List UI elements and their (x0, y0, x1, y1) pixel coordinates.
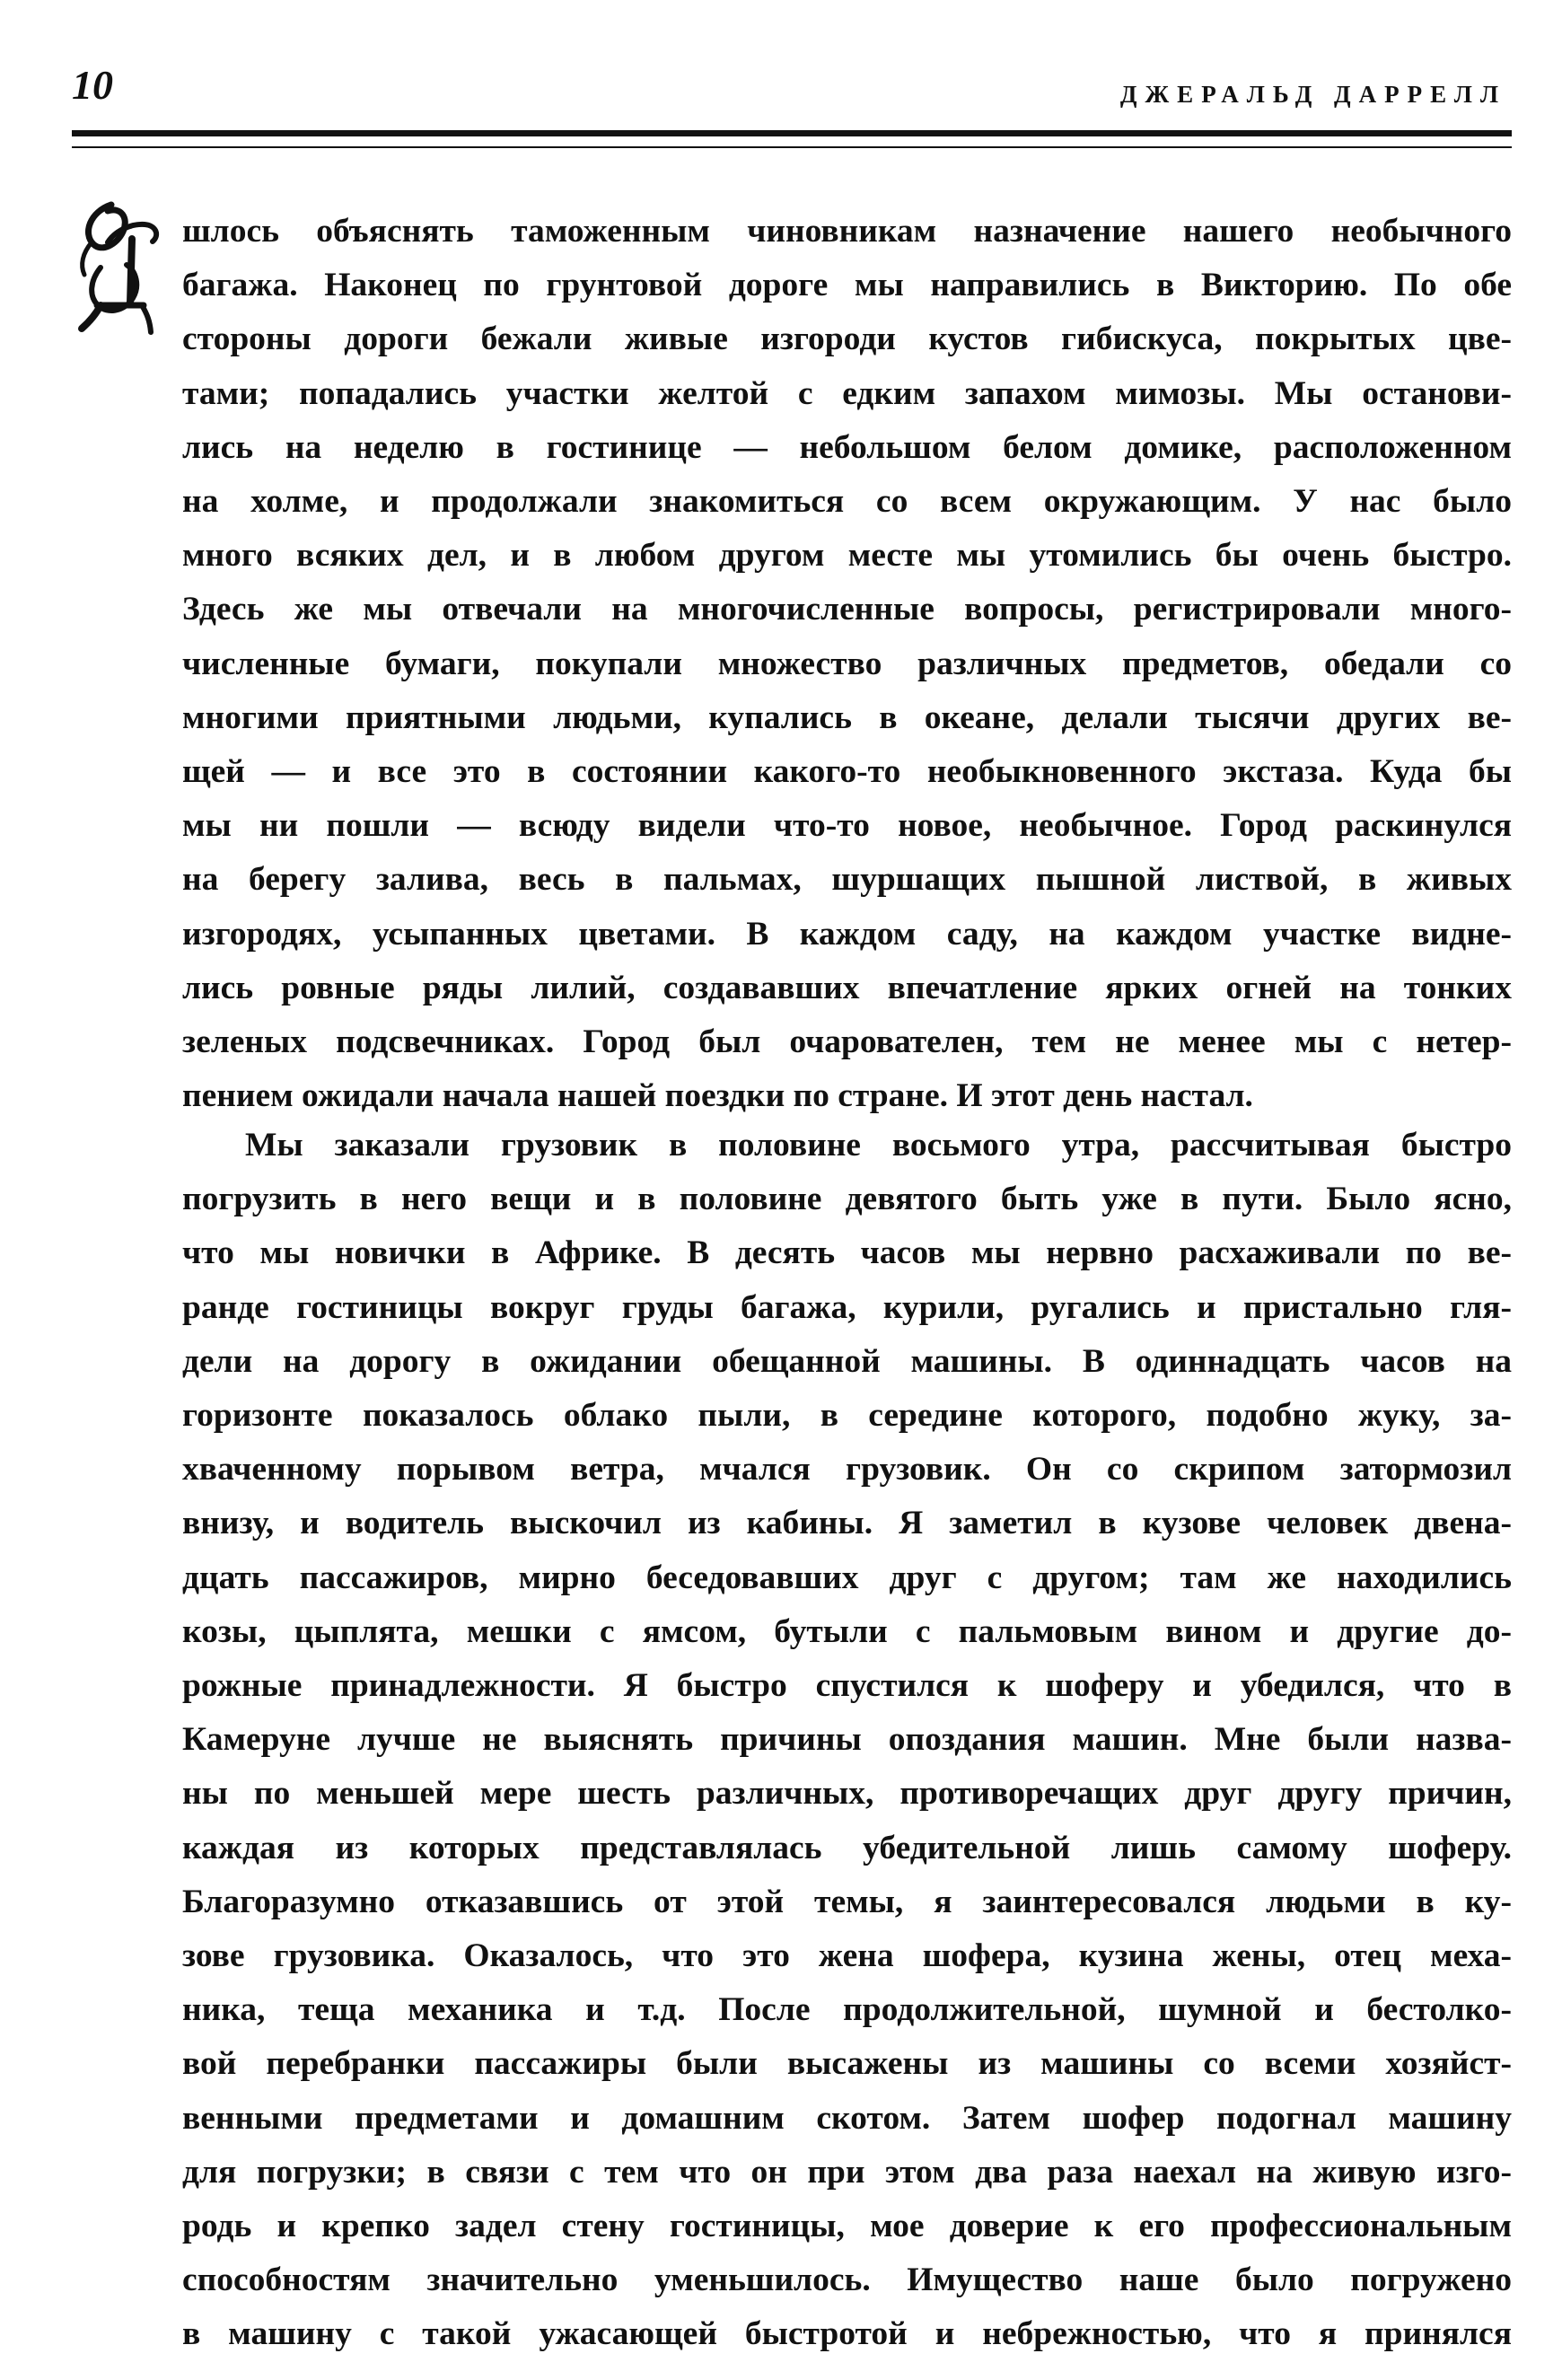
ornamental-drop-cap-icon (74, 196, 163, 339)
text-line: зове грузовика. Оказалось, что это жена шофера, кузина жены, отец меха- (182, 1937, 1512, 1975)
text-line: козы, цыплята, мешки с ямсом, бутыли с пальмовым вином и другие до- (182, 1612, 1512, 1650)
text-line: стороны дороги бежали живые изгороди кустов гибискуса, покрытых цве- (182, 321, 1512, 358)
text-line: венными предметами и домашним скотом. Затем шофер подогнал машину (182, 2099, 1512, 2137)
text-line: хваченному порывом ветра, мчался грузовик. Он со скрипом затормозил (182, 1451, 1512, 1489)
text-line: багажа. Наконец по грунтовой дороге мы направились в Викторию. По обе (182, 267, 1512, 304)
text-line: зеленых подсвечниках. Город был очарователен, тем не менее мы с нетер- (182, 1023, 1512, 1061)
text-line: Мы заказали грузовик в половине восьмого утра, рассчитывая быстро (245, 1127, 1512, 1164)
text-line: в машину с такой ужасающей быстротой и небрежностью, что я принялся (182, 2315, 1512, 2353)
text-line: горизонте показалось облако пыли, в середине которого, подобно жуку, за- (182, 1397, 1512, 1435)
text-line: погрузить в него вещи и в половине девятого быть уже в пути. Было ясно, (182, 1181, 1512, 1218)
text-line: ны по меньшей мере шесть различных, противоречащих друг другу причин, (182, 1775, 1512, 1813)
paragraph-1 (182, 205, 1512, 1123)
text-line: вой перебранки пассажиры были высажены из машины со всеми хозяйст- (182, 2045, 1512, 2083)
text-line: пением ожидали начала нашей поездки по стране. И этот день настал. (182, 1077, 1253, 1115)
text-line: на холме, и продолжали знакомиться со всем окружающим. У нас было (182, 483, 1512, 521)
text-line: численные бумаги, покупали множество различных предметов, обедали со (182, 645, 1512, 682)
text-line: что мы новички в Африке. В десять часов мы нервно расхаживали по ве- (182, 1234, 1512, 1272)
text-line: внизу, и водитель выскочил из кабины. Я заметил в кузове человек двена- (182, 1505, 1512, 1542)
text-line: шлось объяснять таможенным чиновникам назначение нашего необычного (182, 213, 1512, 250)
paragraph-2 (182, 1119, 1512, 2362)
text-line: лись ровные ряды лилий, создававших впечатление ярких огней на тонких (182, 969, 1512, 1006)
text-line: многими приятными людьми, купались в океане, делали тысячи других ве- (182, 698, 1512, 736)
text-line: щей — и все это в состоянии какого-то необыкновенного экстаза. Куда бы (182, 753, 1512, 791)
text-line: тами; попадались участки желтой с едким запахом мимозы. Мы останови- (182, 374, 1512, 412)
page-number: 10 (72, 62, 113, 108)
header-rule-thin (72, 146, 1512, 148)
text-line: ника, теща механика и т.д. После продолжительной, шумной и бестолко- (182, 1991, 1512, 2029)
text-line: Камеруне лучше не выяснять причины опоздания машин. Мне были назва- (182, 1721, 1512, 1759)
text-line: дели на дорогу в ожидании обещанной машины. В одиннадцать часов на (182, 1342, 1512, 1380)
text-line: способностям значительно уменьшилось. Имущество наше было погружено (182, 2261, 1512, 2299)
text-line: рожные принадлежности. Я быстро спустился к шоферу и убедился, что в (182, 1667, 1512, 1705)
text-line: ранде гостиницы вокруг груды багажа, курили, ругались и пристально гля- (182, 1288, 1512, 1326)
text-line: на берегу залива, весь в пальмах, шуршащих пышной листвой, в живых (182, 861, 1512, 899)
text-line: мы ни пошли — всюду видели что-то новое, необычное. Город раскинулся (182, 807, 1512, 845)
text-line: дцать пассажиров, мирно беседовавших друг с другом; там же находились (182, 1559, 1512, 1596)
text-line: лись на неделю в гостинице — небольшом белом домике, расположенном (182, 428, 1512, 466)
text-line: для погрузки; в связи с тем что он при этом два раза наехал на живую изго- (182, 2153, 1512, 2191)
text-line: каждая из которых представлялась убедительной лишь самому шоферу. (182, 1829, 1512, 1866)
running-title: ДЖЕРАЛЬД ДАРРЕЛЛ (1119, 81, 1506, 108)
text-line: Здесь же мы отвечали на многочисленные вопросы, регистрировали много- (182, 591, 1512, 628)
text-line: родь и крепко задел стену гостиницы, мое доверие к его профессиональным (182, 2208, 1512, 2245)
text-line: Благоразумно отказавшись от этой темы, я заинтересовался людьми в ку- (182, 1883, 1512, 1920)
header-rule-thick (72, 130, 1512, 136)
text-line: много всяких дел, и в любом другом месте мы утомились бы очень быстро. (182, 537, 1512, 575)
text-line: изгородях, усыпанных цветами. В каждом саду, на каждом участке видне- (182, 915, 1512, 953)
